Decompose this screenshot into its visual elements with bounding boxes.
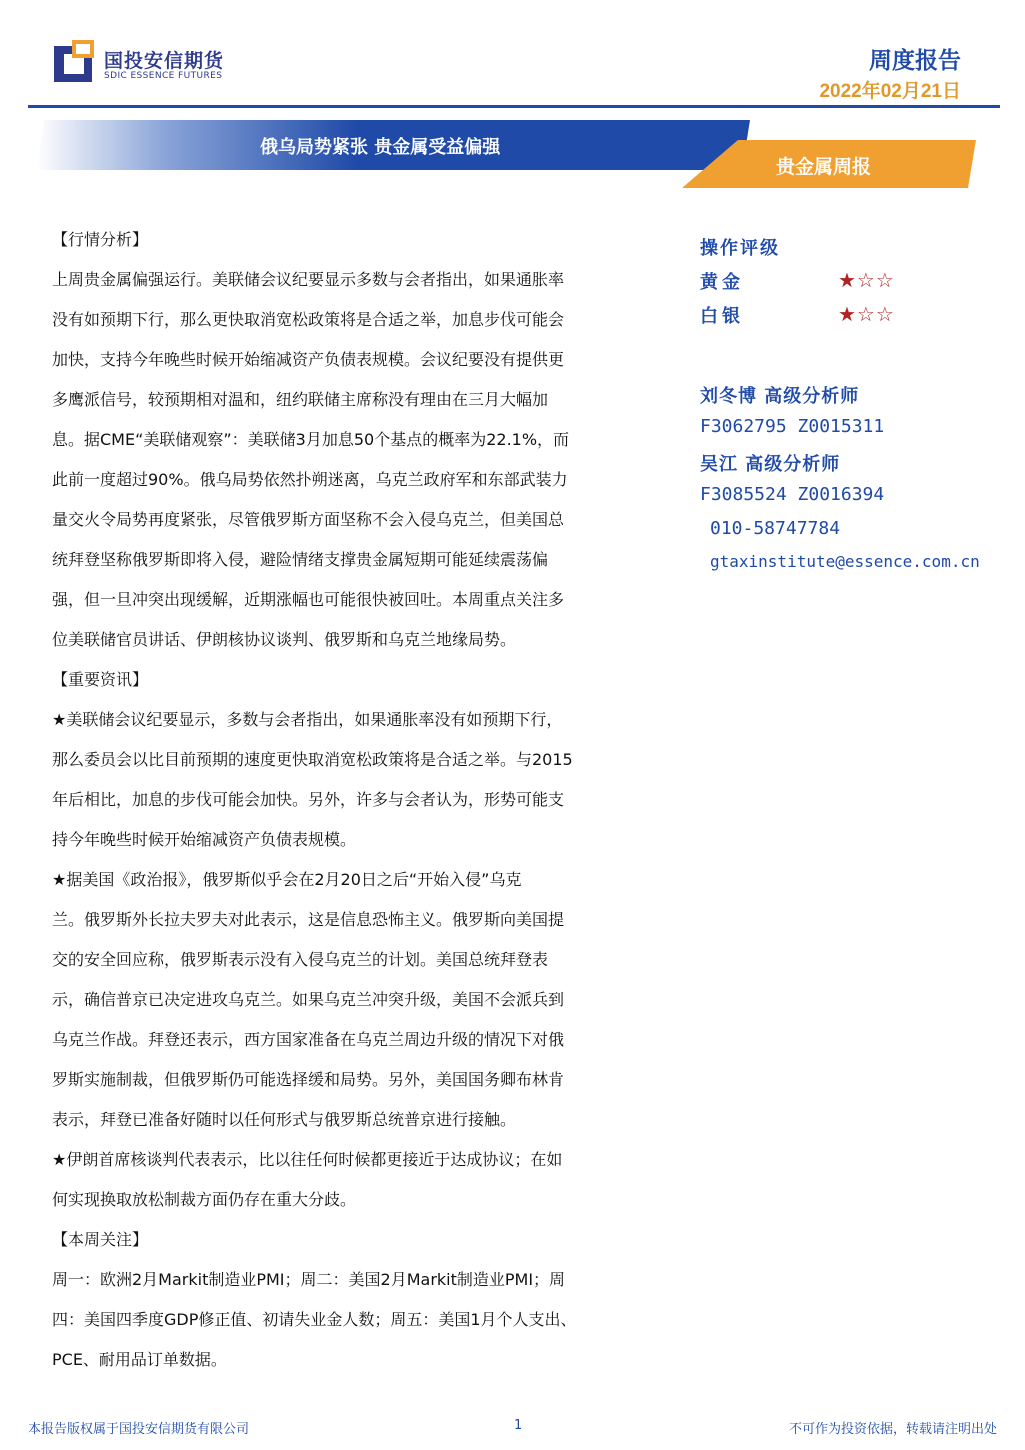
text-line: 上周贵金属偏强运行。美联储会议纪要显示多数与会者指出，如果通胀率	[52, 270, 565, 289]
text-line: 多鹰派信号，较预期相对温和，纽约联储主席称没有理由在三月大幅加	[52, 390, 549, 409]
text-line: ★伊朗首席核谈判代表表示，比以往任何时候都更接近于达成协议；在如	[52, 1150, 563, 1169]
text-line: 兰。俄罗斯外长拉夫罗夫对此表示，这是信息恐怖主义。俄罗斯向美国提	[52, 910, 565, 929]
text-line: 息。据CME“美联储观察”：美联储3月加息50个基点的概率为22.1%，而	[52, 430, 570, 449]
analyst-info	[700, 382, 1020, 586]
logo-en-text: SDIC ESSENCE FUTURES	[104, 71, 223, 81]
text-line: 那么委员会以比目前预期的速度更快取消宽松政策将是合适之举。与2015	[52, 750, 573, 769]
report-category: 贵金属周报	[776, 156, 872, 178]
text-line: 量交火令局势再度紧张，尽管俄罗斯方面坚称不会入侵乌克兰，但美国总	[52, 510, 565, 529]
rating-name: 黄金	[700, 272, 744, 293]
rating-title: 操作评级	[700, 238, 780, 259]
section-title-market: 【行情分析】	[52, 230, 149, 249]
text-line: 加快，支持今年晚些时候开始缩减资产负债表规模。会议纪要没有提供更	[52, 350, 565, 369]
text-line: 交的安全回应称，俄罗斯表示没有入侵乌克兰的计划。美国总统拜登表	[52, 950, 549, 969]
rating-row-silver	[700, 302, 1020, 336]
contact-email[interactable]: gtaxinstitute@essence.com.cn	[710, 552, 980, 571]
text-line: 此前一度超过90%。俄乌局势依然扑朔迷离，乌克兰政府军和东部武装力	[52, 470, 568, 489]
analyst-license: F3085524 Z0016394	[700, 484, 885, 505]
text-line: PCE、耐用品订单数据。	[52, 1350, 227, 1369]
text-line: 持今年晚些时候开始缩减资产负债表规模。	[52, 830, 357, 849]
text-line: 四：美国四季度GDP修正值、初请失业金人数；周五：美国1月个人支出、	[52, 1310, 577, 1329]
main-content	[52, 220, 614, 1380]
text-line: 年后相比，加息的步伐可能会加快。另外，许多与会者认为，形势可能支	[52, 790, 565, 809]
section-title-news: 【重要资讯】	[52, 670, 149, 689]
star-rating-icon: ★☆☆	[838, 302, 895, 326]
report-title: 俄乌局势紧张 贵金属受益偏强	[260, 137, 501, 158]
text-line: 乌克兰作战。拜登还表示，西方国家准备在乌克兰周边升级的情况下对俄	[52, 1030, 565, 1049]
rating-name: 白银	[700, 306, 744, 327]
logo-cn-text: 国投安信期货	[104, 50, 225, 72]
text-line: ★据美国《政治报》，俄罗斯似乎会在2月20日之后“开始入侵”乌克	[52, 870, 522, 889]
text-line: 罗斯实施制裁，但俄罗斯仍可能选择缓和局势。另外，美国国务卿布林肯	[52, 1070, 565, 1089]
text-line: 没有如预期下行，那么更快取消宽松政策将是合适之举，加息步伐可能会	[52, 310, 565, 329]
text-line: 位美联储官员讲话、伊朗核协议谈判、俄罗斯和乌克兰地缘局势。	[52, 630, 517, 649]
contact-phone: 010-58747784	[710, 518, 841, 539]
section-title-week: 【本周关注】	[52, 1230, 149, 1249]
text-line: 强，但一旦冲突出现缓解，近期涨幅也可能很快被回吐。本周重点关注多	[52, 590, 565, 609]
report-date: 2022年02月21日	[819, 81, 961, 102]
text-line: 表示，拜登已准备好随时以任何形式与俄罗斯总统普京进行接触。	[52, 1110, 517, 1129]
report-type: 周度报告	[869, 47, 961, 73]
text-line: 周一：欧洲2月Markit制造业PMI；周二：美国2月Markit制造业PMI；周	[52, 1270, 566, 1289]
rating-row-gold	[700, 268, 1020, 302]
analyst-license: F3062795 Z0015311	[700, 416, 885, 437]
disclaimer: 不可作为投资依据，转载请注明出处	[788, 1422, 997, 1437]
logo-mark-icon	[52, 40, 96, 84]
analyst-name: 刘冬博 高级分析师	[700, 386, 860, 407]
star-rating-icon: ★☆☆	[838, 268, 895, 292]
text-line: 何实现换取放松制裁方面仍存在重大分歧。	[52, 1190, 357, 1209]
header-divider	[28, 105, 1000, 108]
text-line: 统拜登坚称俄罗斯即将入侵，避险情绪支撑贵金属短期可能延续震荡偏	[52, 550, 549, 569]
text-line: ★美联储会议纪要显示，多数与会者指出，如果通胀率没有如预期下行，	[52, 710, 563, 729]
copyright-notice: 本报告版权属于国投安信期货有限公司	[28, 1422, 250, 1437]
sidebar	[700, 234, 1020, 586]
analyst-name: 吴江 高级分析师	[700, 454, 841, 475]
text-line: 示，确信普京已决定进攻乌克兰。如果乌克兰冲突升级，美国不会派兵到	[52, 990, 565, 1009]
company-logo	[52, 40, 252, 90]
page-number: 1	[514, 1418, 523, 1433]
